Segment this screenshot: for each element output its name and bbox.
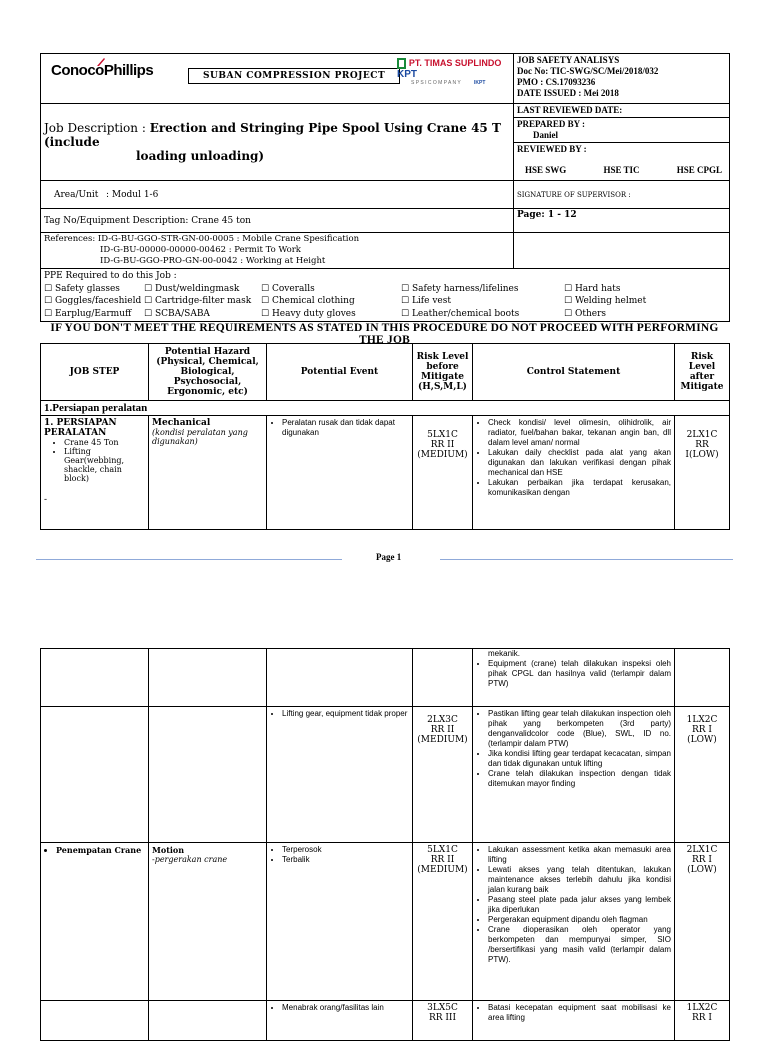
event-item: • Terperosok [282, 845, 409, 855]
ppe-option-label: Welding helmet [574, 296, 647, 306]
prepared-by-cell [514, 118, 730, 143]
hazard-cell [149, 1001, 267, 1041]
tag-cell [41, 209, 514, 233]
reference-item: ID-G-BU-GGO-PRO-GN-00-0042 : Working at Height [100, 256, 326, 266]
risk-rating: RR I [692, 1013, 712, 1023]
hazard-desc: (kondisi peralatan yang digunakan) [152, 428, 248, 446]
job-step-cell [41, 1001, 149, 1041]
control-item: • Lakukan assessment ketika akan memasuki area lifting [488, 845, 671, 865]
contractor-badge: KPT [397, 69, 417, 80]
ppe-option-label: Chemical clothing [271, 296, 355, 306]
risk-rating: RR I [692, 725, 712, 735]
control-cell [473, 649, 675, 707]
control-item: • Lewati akses yang telah ditentukan, lakukan maintenance akses terlebih dahulu jika kondisi jalan kurang baik [488, 865, 671, 895]
risk-code: 2LX1C [686, 845, 718, 855]
ppe-checkbox[interactable]: ☐ Dust/weldingmask [144, 283, 240, 294]
risk-rating: RR II [430, 855, 455, 865]
references-label: References: [44, 234, 96, 244]
reviewer-hse-tic: HSE TIC [603, 165, 640, 175]
ppe-option-label: Coveralls [271, 283, 315, 294]
event-item: • Peralatan rusak dan tidak dapat digunakan [282, 418, 409, 438]
ppe-option-label: Safety glasses [54, 283, 120, 294]
ppe-checkbox[interactable]: ☐ Heavy duty gloves [261, 308, 356, 319]
event-item: • Menabrak orang/fasilitas lain [282, 1003, 409, 1013]
ppe-option-label: Hard hats [574, 283, 621, 294]
job-step-cell [41, 649, 149, 707]
hazard-cell [149, 416, 267, 530]
page-number: Page 1 [376, 552, 402, 562]
tag-equipment-desc: Tag No/Equipment Description: Crane 45 ton [44, 215, 251, 226]
ppe-option-label: Dust/weldingmask [154, 283, 240, 294]
timas-logo-icon [397, 58, 406, 69]
prepared-by-name: Daniel [533, 130, 559, 140]
reviewed-by-label: REVIEWED BY : [517, 144, 587, 154]
job-step-item: • Crane 45 Ton [64, 438, 145, 447]
ppe-checkbox[interactable]: ☐ Safety glasses [44, 283, 120, 294]
ppe-option-label: Goggles/faceshield [54, 296, 142, 306]
date-issued: DATE ISSUED : Mei 2018 [517, 88, 619, 98]
risk-after-cell [675, 1001, 730, 1041]
page-ref-cell [514, 209, 730, 233]
event-cell [267, 649, 413, 707]
hazard-desc: -pergerakan crane [152, 855, 228, 864]
risk-before-cell [413, 416, 473, 530]
risk-level: (LOW) [687, 865, 717, 875]
job-description-cell [41, 104, 514, 181]
risk-rating: RR II [430, 440, 455, 450]
ppe-cell [41, 269, 730, 322]
hazard-cell [149, 649, 267, 707]
control-item: • Pasang steel plate pada jalur akses yang lembek jika diperlukan [488, 895, 671, 915]
job-desc-label: Job Description : [44, 121, 146, 135]
area-unit-cell [41, 181, 514, 209]
col-control-statement: Control Statement [473, 344, 675, 401]
ppe-checkbox[interactable]: ☐ Earplug/Earmuff [44, 308, 132, 319]
pmo-number: PMO : CS.17093236 [517, 77, 596, 87]
ppe-checkbox[interactable]: ☐ SCBA/SABA [144, 308, 210, 319]
hazard-title: Motion [152, 845, 185, 855]
hazard-cell [149, 707, 267, 843]
ppe-checkbox[interactable]: ☐ Coveralls [261, 283, 315, 294]
job-step-dash: - [44, 495, 48, 505]
risk-level: (MEDIUM) [417, 450, 468, 460]
signature-cell [514, 181, 730, 209]
risk-code: 3LX5C [427, 1003, 458, 1013]
event-item: • Terbalik [282, 855, 409, 865]
ppe-label: PPE Required to do this Job : [44, 271, 177, 281]
last-reviewed-label: LAST REVIEWED DATE: [517, 105, 623, 115]
ppe-option-label: Leather/chemical boots [411, 308, 520, 319]
risk-after-cell [675, 649, 730, 707]
col-job-step: JOB STEP [41, 344, 149, 401]
risk-before-cell [413, 649, 473, 707]
job-desc-line-2: loading unloading) [136, 149, 265, 163]
page-ref: Page: 1 - 12 [517, 210, 577, 220]
prepared-by-label: PREPARED BY : [517, 119, 585, 129]
contractor-logo [397, 58, 512, 86]
col-risk-after: Risk Level after Mitigate [675, 344, 730, 401]
risk-code: 1LX2C [686, 715, 718, 725]
risk-rating: RR I [692, 855, 712, 865]
reviewer-hse-swg: HSE SWG [525, 165, 567, 175]
ppe-option-label: Safety harness/lifelines [411, 283, 519, 294]
risk-code: 1LX2C [686, 1003, 718, 1013]
ppe-checkbox[interactable]: ☐ Safety harness/lifelines [401, 283, 519, 294]
jsa-table [40, 343, 730, 530]
area-label: Area/Unit [54, 189, 99, 200]
ppe-option-label: SCBA/SABA [154, 308, 210, 319]
risk-level: (MEDIUM) [417, 865, 468, 875]
hazard-title: Mechanical [152, 418, 211, 428]
control-cell [473, 416, 675, 530]
ppe-option-label: Others [574, 308, 606, 319]
risk-before-cell [413, 843, 473, 1001]
job-step-cell [41, 707, 149, 843]
control-item: • Pastikan lifting gear telah dilakukan inspection oleh pihak yang berkompeten (3rd party) denganvalidcolor code (Blue), SWL, ID no. (terlampir dalam PTW) [488, 709, 671, 749]
job-desc-line-1: Erection and Stringing Pipe Spool Using Crane 45 T (include [44, 121, 501, 149]
risk-level: (MEDIUM) [417, 735, 468, 745]
ppe-checkbox[interactable]: ☐ Hard hats [564, 283, 621, 294]
risk-after-cell [675, 416, 730, 530]
control-item: • Lakukan perbaikan jika terdapat kerusakan, komunikasikan dengan [488, 478, 671, 498]
control-item: • Batasi kecepatan equipment saat mobilisasi ke area lifting [488, 1003, 671, 1023]
project-title: SUBAN COMPRESSION PROJECT [188, 68, 400, 84]
ppe-option-label: Cartridge-filter mask [154, 296, 252, 306]
job-step-title: • Penempatan Crane [56, 845, 145, 855]
event-cell [267, 843, 413, 1001]
ppe-option-label: Heavy duty gloves [271, 308, 356, 319]
doc-info-cell [514, 54, 730, 104]
doc-title: JOB SAFETY ANALISYS [517, 55, 620, 65]
header-logo-cell [41, 54, 514, 104]
risk-code: 2LX3C [427, 715, 458, 725]
signature-label: SIGNATURE OF SUPERVISOR : [517, 190, 631, 199]
risk-rating: RR III [428, 1013, 457, 1023]
company-name: ConocoPhillips [51, 62, 154, 79]
reviewed-by-cell [514, 143, 730, 181]
risk-after-cell [675, 843, 730, 1001]
reference-item: ID-G-BU-GGO-STR-GN-00-0005 : Mobile Crane Spesification [97, 234, 360, 244]
logo-flare-icon [97, 58, 111, 67]
area-value: : Modul 1-6 [106, 189, 159, 200]
risk-level: I(LOW) [685, 450, 719, 460]
reviewer-hse-cpgl: HSE CPGL [676, 165, 722, 175]
ppe-checkbox[interactable]: ☐ Leather/chemical boots [401, 308, 520, 319]
doc-number: Doc No: TIC-SWG/SC/Mei/2018/032 [517, 66, 659, 76]
risk-code: 2LX1C [686, 430, 718, 440]
hazard-cell [149, 843, 267, 1001]
footer-divider [440, 559, 733, 560]
ppe-checkbox[interactable]: ☐ Cartridge-filter mask [144, 296, 252, 306]
control-cell [473, 843, 675, 1001]
control-cell [473, 1001, 675, 1041]
jsa-header-table [40, 53, 730, 322]
col-potential-hazard [149, 344, 267, 401]
event-cell [267, 1001, 413, 1041]
job-step-item: • Lifting Gear(webbing, shackle, chain block) [64, 447, 145, 483]
risk-before-cell [413, 1001, 473, 1041]
ppe-checkbox[interactable]: ☐ Others [564, 308, 606, 319]
risk-before-cell [413, 707, 473, 843]
hazard-header-line2: (Physical, Chemical, Biological, Psychosocial, Ergonomic, etc) [156, 357, 259, 397]
control-item: • Jika kondisi lifting gear terdapat kecacatan, simpan dan tidak digunakan untuk lifting [488, 749, 671, 769]
job-step-cell [41, 416, 149, 530]
contractor-subtitle: S P S I C O M P A N Y [411, 80, 461, 86]
ppe-option-label: Life vest [411, 296, 451, 306]
conocophillips-logo [51, 62, 153, 79]
references-cell [41, 233, 514, 269]
risk-after-cell [675, 707, 730, 843]
contractor-badge-2: IKPT [474, 80, 486, 86]
col-potential-event: Potential Event [267, 344, 413, 401]
risk-rating: RR [695, 440, 709, 450]
hazard-header-line1: Potential Hazard [164, 347, 251, 357]
control-cell [473, 707, 675, 843]
col-risk-before: Risk Level before Mitigate (H,S,M,L) [413, 344, 473, 401]
page-footer [36, 552, 733, 566]
ppe-checkbox[interactable]: ☐ Welding helmet [564, 296, 647, 306]
event-item: • Lifting gear, equipment tidak proper [282, 709, 409, 719]
last-reviewed-cell [514, 104, 730, 118]
job-step-title: 1. PERSIAPAN PERALATAN [44, 418, 117, 438]
risk-rating: RR II [430, 725, 455, 735]
warning-banner: IF YOU DON'T MEET THE REQUIREMENTS AS STATED IN THIS PROCEDURE DO NOT PROCEED WITH PERFORMING THE JOB [50, 322, 719, 346]
ppe-checkbox[interactable]: ☐ Chemical clothing [261, 296, 355, 306]
event-cell [267, 416, 413, 530]
control-item: • Lakukan daily checklist pada alat yang akan digunakan dan lakukan verifikasi dengan pihak mechanical dan HSE [488, 448, 671, 478]
contractor-name: PT. TIMAS SUPLINDO [408, 58, 502, 68]
jsa-table-page-2 [40, 648, 730, 1041]
references-right-cell [514, 233, 730, 269]
job-step-cell [41, 843, 149, 1001]
control-item: • Equipment (crane) telah dilakukan inspeksi oleh pihak CPGL dan hasilnya valid (terlampir dalam PTW) [488, 659, 671, 689]
footer-divider [36, 559, 342, 560]
control-item: • Crane dioperasikan oleh operator yang berkompeten dan mempunyai simper, SIO /bersertifikasi yang masih valid (terlampir dalam PTW). [488, 925, 671, 965]
risk-code: 5LX1C [427, 845, 458, 855]
control-continuation: mekanik. [488, 649, 521, 658]
event-cell [267, 707, 413, 843]
control-item: • Pergerakan equipment dipandu oleh flagman [488, 915, 671, 925]
section-heading: 1.Persiapan peralatan [41, 401, 730, 416]
control-item: • Check kondisi/ level olimesin, olihidrolik, air radiator, fuel/bahan bakar, tekanan angin ban, dll dalam level aman/ normal [488, 418, 671, 448]
risk-level: (LOW) [687, 735, 717, 745]
reference-item: ID-G-BU-00000-00000-00462 : Permit To Work [100, 245, 301, 255]
risk-code: 5LX1C [427, 430, 458, 440]
control-item: • Crane telah dilakukan inspection dengan tidak ditemukan mayor finding [488, 769, 671, 789]
ppe-option-label: Earplug/Earmuff [54, 308, 132, 319]
ppe-checkbox[interactable]: ☐ Goggles/faceshield [44, 296, 142, 306]
ppe-checkbox[interactable]: ☐ Life vest [401, 296, 451, 306]
